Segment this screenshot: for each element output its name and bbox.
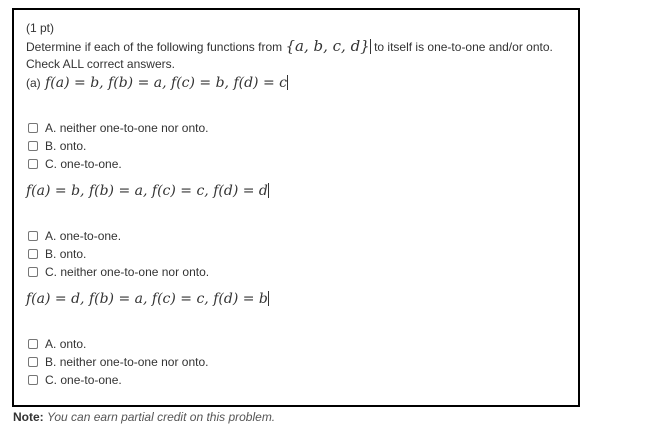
function-c	[26, 290, 269, 308]
option-text: onto.	[59, 337, 87, 351]
option-a[interactable]	[28, 119, 208, 137]
option-letter: B.	[45, 139, 57, 153]
instruction-pre: Determine if each of the following functions from	[26, 40, 283, 54]
function-definition: f(a) = b, f(b) = a, f(c) = c, f(d) = d	[26, 183, 268, 199]
instruction-line	[26, 38, 553, 56]
option-text: neither one-to-one nor onto.	[59, 121, 209, 135]
note-text: You can earn partial credit on this problem.	[47, 410, 276, 424]
option-a[interactable]	[28, 227, 209, 245]
option-c[interactable]	[28, 371, 208, 389]
note-label: Note:	[13, 410, 44, 424]
options-group-2	[28, 227, 209, 281]
check-all-label: Check ALL correct answers.	[26, 57, 175, 71]
partial-credit-note	[13, 410, 275, 424]
options-group-3	[28, 335, 208, 389]
text-cursor	[287, 75, 288, 90]
function-definition: f(a) = b, f(b) = a, f(c) = b, f(d) = c	[45, 75, 287, 91]
text-cursor	[370, 39, 371, 54]
problem-box	[12, 8, 580, 407]
option-text: neither one-to-one nor onto.	[60, 265, 210, 279]
option-text: one-to-one.	[60, 373, 122, 387]
option-letter: C.	[45, 157, 57, 171]
checkbox[interactable]	[28, 375, 38, 385]
option-text: one-to-one.	[59, 229, 122, 243]
option-text: onto.	[59, 139, 87, 153]
checkbox[interactable]	[28, 141, 38, 151]
option-letter: B.	[45, 247, 57, 261]
option-letter: B.	[45, 355, 57, 369]
part-label: (a)	[26, 76, 41, 90]
function-definition: f(a) = d, f(b) = a, f(c) = c, f(d) = b	[26, 291, 268, 307]
checkbox[interactable]	[28, 339, 38, 349]
function-a	[26, 74, 288, 92]
option-letter: A.	[45, 121, 57, 135]
option-letter: A.	[45, 229, 57, 243]
checkbox[interactable]	[28, 249, 38, 259]
text-cursor	[268, 183, 269, 198]
option-b[interactable]	[28, 245, 209, 263]
checkbox[interactable]	[28, 357, 38, 367]
option-c[interactable]	[28, 155, 208, 173]
function-b	[26, 182, 269, 200]
option-letter: A.	[45, 337, 57, 351]
options-group-1	[28, 119, 208, 173]
option-text: neither one-to-one nor onto.	[59, 355, 209, 369]
text-cursor	[268, 291, 269, 306]
instruction-post: to itself is one-to-one and/or onto.	[374, 40, 553, 54]
checkbox[interactable]	[28, 231, 38, 241]
option-letter: C.	[45, 265, 57, 279]
option-a[interactable]	[28, 335, 208, 353]
option-b[interactable]	[28, 137, 208, 155]
points-label: (1 pt)	[26, 21, 55, 35]
checkbox[interactable]	[28, 267, 38, 277]
option-b[interactable]	[28, 353, 208, 371]
option-letter: C.	[45, 373, 57, 387]
option-c[interactable]	[28, 263, 209, 281]
checkbox[interactable]	[28, 123, 38, 133]
domain-set: {a, b, c, d}	[285, 37, 370, 55]
problem-statement	[26, 20, 553, 74]
option-text: onto.	[59, 247, 87, 261]
checkbox[interactable]	[28, 159, 38, 169]
option-text: one-to-one.	[60, 157, 122, 171]
